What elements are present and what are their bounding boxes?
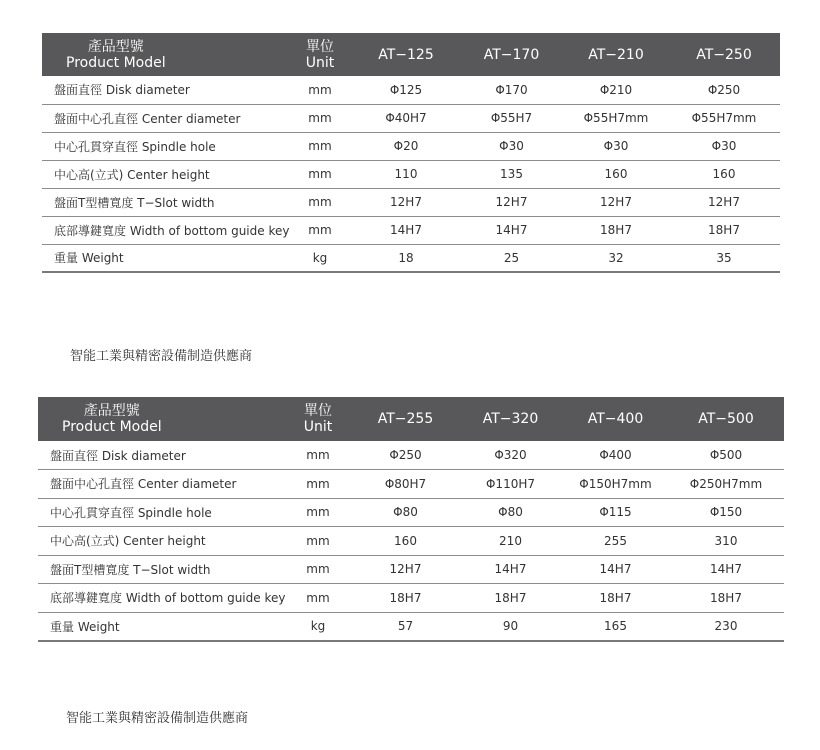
spec-label: 重量 Weight: [42, 244, 287, 272]
model-header: AT−320: [458, 397, 563, 441]
spec-value: Φ115: [563, 498, 668, 527]
unit-en: Unit: [305, 54, 335, 71]
spec-value: Φ80: [353, 498, 458, 527]
model-header: AT−500: [668, 397, 784, 441]
model-header: AT−250: [668, 33, 780, 76]
table-row: [38, 527, 784, 556]
model-header: AT−210: [564, 33, 668, 76]
spec-value: Φ400: [563, 441, 668, 470]
supplier-note: 智能工業與精密設備制造供應商: [70, 349, 253, 364]
spec-value: 25: [459, 244, 564, 272]
unit-zh: 單位: [304, 403, 332, 419]
spec-label: 中心孔貫穿直徑 Spindle hole: [38, 498, 283, 527]
spec-value: Φ320: [458, 441, 563, 470]
spec-value: 14H7: [353, 216, 459, 244]
product-model-zh: 產品型號: [87, 38, 144, 55]
spec-value: 12H7: [668, 188, 780, 216]
spec-value: 210: [458, 527, 563, 556]
spec-label: 盤面T型槽寬度 T−Slot width: [42, 188, 287, 216]
spec-label: 中心高(立式) Center height: [42, 160, 287, 188]
spec-value: Φ250: [353, 441, 458, 470]
spec-value: Φ55H7: [459, 104, 564, 132]
table-row: [42, 244, 780, 272]
spec-label: 中心孔貫穿直徑 Spindle hole: [42, 132, 287, 160]
spec-value: 160: [564, 160, 668, 188]
spec-value: 18H7: [668, 584, 784, 613]
spec-unit: mm: [283, 498, 353, 527]
spec-value: Φ250: [668, 76, 780, 104]
spec-value: Φ210: [564, 76, 668, 104]
spec-value: 18H7: [458, 584, 563, 613]
table-row: [38, 498, 784, 527]
spec-unit: mm: [287, 76, 353, 104]
spec-unit: mm: [287, 160, 353, 188]
spec-value: Φ500: [668, 441, 784, 470]
spec-unit: mm: [287, 104, 353, 132]
spec-value: 12H7: [564, 188, 668, 216]
spec-unit: mm: [283, 555, 353, 584]
spec-value: 230: [668, 612, 784, 641]
unit-en: Unit: [303, 419, 333, 435]
spec-value: 14H7: [459, 216, 564, 244]
spec-value: Φ125: [353, 76, 459, 104]
spec-value: 165: [563, 612, 668, 641]
spec-unit: mm: [283, 441, 353, 470]
table-row: [42, 216, 780, 244]
spec-value: Φ150: [668, 498, 784, 527]
spec-value: 18H7: [668, 216, 780, 244]
product-model-header: [42, 33, 287, 76]
spec-value: 255: [563, 527, 668, 556]
spec-value: Φ110H7: [458, 470, 563, 499]
spec-label: 盤面T型槽寬度 T−Slot width: [38, 555, 283, 584]
table-row: [38, 470, 784, 499]
spec-value: 12H7: [353, 188, 459, 216]
table-row: [42, 132, 780, 160]
table-row: [42, 76, 780, 104]
table-row: [38, 612, 784, 641]
table-row: [42, 104, 780, 132]
spec-label: 盤面直徑 Disk diameter: [42, 76, 287, 104]
spec-value: Φ170: [459, 76, 564, 104]
spec-label: 盤面中心孔直徑 Center diameter: [38, 470, 283, 499]
spec-unit: mm: [287, 216, 353, 244]
spec-value: 12H7: [459, 188, 564, 216]
spec-label: 中心高(立式) Center height: [38, 527, 283, 556]
spec-value: 35: [668, 244, 780, 272]
table-row: [38, 584, 784, 613]
spec-unit: mm: [283, 470, 353, 499]
spec-unit: mm: [287, 188, 353, 216]
spec-value: Φ80H7: [353, 470, 458, 499]
spec-value: 160: [668, 160, 780, 188]
table-row: [42, 188, 780, 216]
spec-value: 18H7: [563, 584, 668, 613]
spec-table-1: [42, 33, 780, 273]
spec-value: Φ55H7mm: [564, 104, 668, 132]
spec-unit: mm: [287, 132, 353, 160]
spec-value: Φ20: [353, 132, 459, 160]
unit-header: [283, 397, 353, 441]
spec-unit: mm: [283, 527, 353, 556]
spec-value: 57: [353, 612, 458, 641]
spec-value: Φ150H7mm: [563, 470, 668, 499]
spec-value: Φ55H7mm: [668, 104, 780, 132]
spec-value: 32: [564, 244, 668, 272]
spec-label: 底部導鍵寬度 Width of bottom guide key: [42, 216, 287, 244]
spec-value: Φ30: [564, 132, 668, 160]
spec-label: 重量 Weight: [38, 612, 283, 641]
spec-table-2: [38, 397, 784, 642]
spec-value: Φ250H7mm: [668, 470, 784, 499]
spec-value: 90: [458, 612, 563, 641]
spec-value: 160: [353, 527, 458, 556]
spec-value: Φ80: [458, 498, 563, 527]
product-model-en: Product Model: [66, 54, 166, 71]
model-header: AT−125: [353, 33, 459, 76]
supplier-note: 智能工業與精密設備制造供應商: [66, 711, 249, 726]
table-row: [38, 555, 784, 584]
spec-label: 底部導鍵寬度 Width of bottom guide key: [38, 584, 283, 613]
model-header: AT−400: [563, 397, 668, 441]
table-header-row: [38, 397, 784, 441]
spec-value: 14H7: [458, 555, 563, 584]
table-row: [38, 441, 784, 470]
spec-value: 18: [353, 244, 459, 272]
spec-value: Φ40H7: [353, 104, 459, 132]
model-header: AT−170: [459, 33, 564, 76]
spec-value: Φ30: [668, 132, 780, 160]
table-row: [42, 160, 780, 188]
spec-label: 盤面中心孔直徑 Center diameter: [42, 104, 287, 132]
spec-unit: kg: [283, 612, 353, 641]
product-model-zh: 產品型號: [83, 403, 140, 419]
spec-value: 12H7: [353, 555, 458, 584]
spec-value: 14H7: [668, 555, 784, 584]
spec-value: 135: [459, 160, 564, 188]
spec-label: 盤面直徑 Disk diameter: [38, 441, 283, 470]
table-header-row: [42, 33, 780, 76]
spec-value: 18H7: [564, 216, 668, 244]
unit-header: [287, 33, 353, 76]
unit-zh: 單位: [306, 38, 334, 55]
spec-value: 110: [353, 160, 459, 188]
spec-unit: kg: [287, 244, 353, 272]
spec-value: 14H7: [563, 555, 668, 584]
product-model-header: [38, 397, 283, 441]
model-header: AT−255: [353, 397, 458, 441]
spec-value: 310: [668, 527, 784, 556]
spec-value: 18H7: [353, 584, 458, 613]
spec-value: Φ30: [459, 132, 564, 160]
spec-unit: mm: [283, 584, 353, 613]
product-model-en: Product Model: [62, 419, 162, 435]
